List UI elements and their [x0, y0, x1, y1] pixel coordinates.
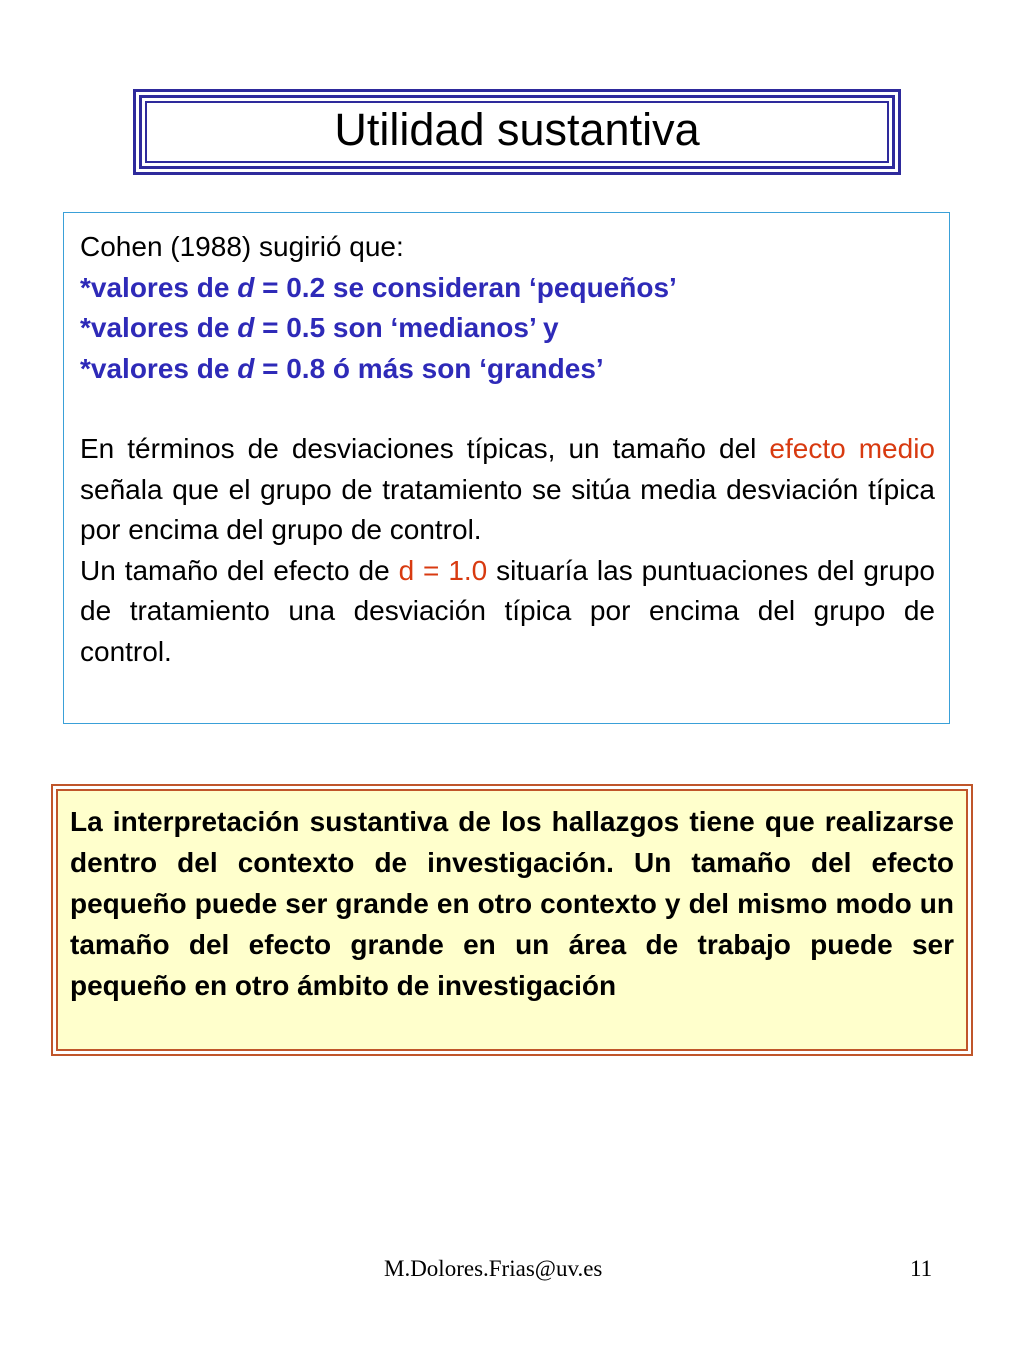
highlight-efecto-medio: efecto medio [769, 433, 935, 464]
paragraph-text: Un tamaño del efecto de [80, 554, 399, 586]
title-box-inner-frame [145, 101, 889, 163]
paragraph-effect-medium [80, 429, 935, 551]
cohen-item-suffix: = 0.5 son ‘medianos’ y [254, 312, 559, 343]
cohen-intro: Cohen (1988) sugirió que: [80, 231, 404, 262]
cohen-item-large [80, 349, 935, 390]
cohen-item-suffix: = 0.2 se consideran ‘pequeños’ [254, 271, 677, 303]
cohen-box [63, 212, 950, 724]
paragraph-effect-d1 [80, 551, 935, 673]
cohen-item-prefix: *valores de [80, 312, 238, 343]
page-number: 11 [910, 1256, 933, 1281]
paragraph-text: En términos de desviaciones típicas, un tamaño del [80, 433, 770, 464]
cohen-item-variable: d [237, 312, 255, 343]
interpretation-text: La interpretación sustantiva de los hallazgos tiene que realizarse dentro del contexto de investigación. Un tamaño del efecto pequeño puede ser grande en otro contexto y del mismo modo un tamaño del efecto grande en un área de trabajo puede ser pequeño en otro ámbito de investigación [70, 806, 954, 1001]
title-box-middle-frame [139, 95, 895, 169]
cohen-item-prefix: *valores de [80, 271, 238, 303]
cohen-item-variable: d [237, 352, 255, 384]
interpretation-box [51, 784, 973, 1056]
footer-email: M.Dolores.Frias@uv.es [384, 1256, 603, 1281]
cohen-item-small [80, 268, 935, 309]
page-title: Utilidad sustantiva [334, 103, 700, 155]
highlight-d-value: d = 1.0 [398, 554, 488, 586]
interpretation-box-inner [56, 789, 968, 1051]
paragraph-text: situaría las puntuaciones del grupo de tratamiento una desviación típica por encima del grupo de control. [80, 554, 935, 667]
title-box [133, 89, 901, 175]
cohen-item-prefix: *valores de [80, 352, 238, 384]
paragraph-spacer [80, 389, 935, 429]
paragraph-text: señala que el grupo de tratamiento se sitúa media desviación típica por encima del grupo de control. [80, 473, 935, 545]
cohen-item-medium [80, 308, 935, 349]
cohen-item-suffix: = 0.8 ó más son ‘grandes’ [254, 352, 604, 384]
cohen-item-variable: d [237, 271, 255, 303]
